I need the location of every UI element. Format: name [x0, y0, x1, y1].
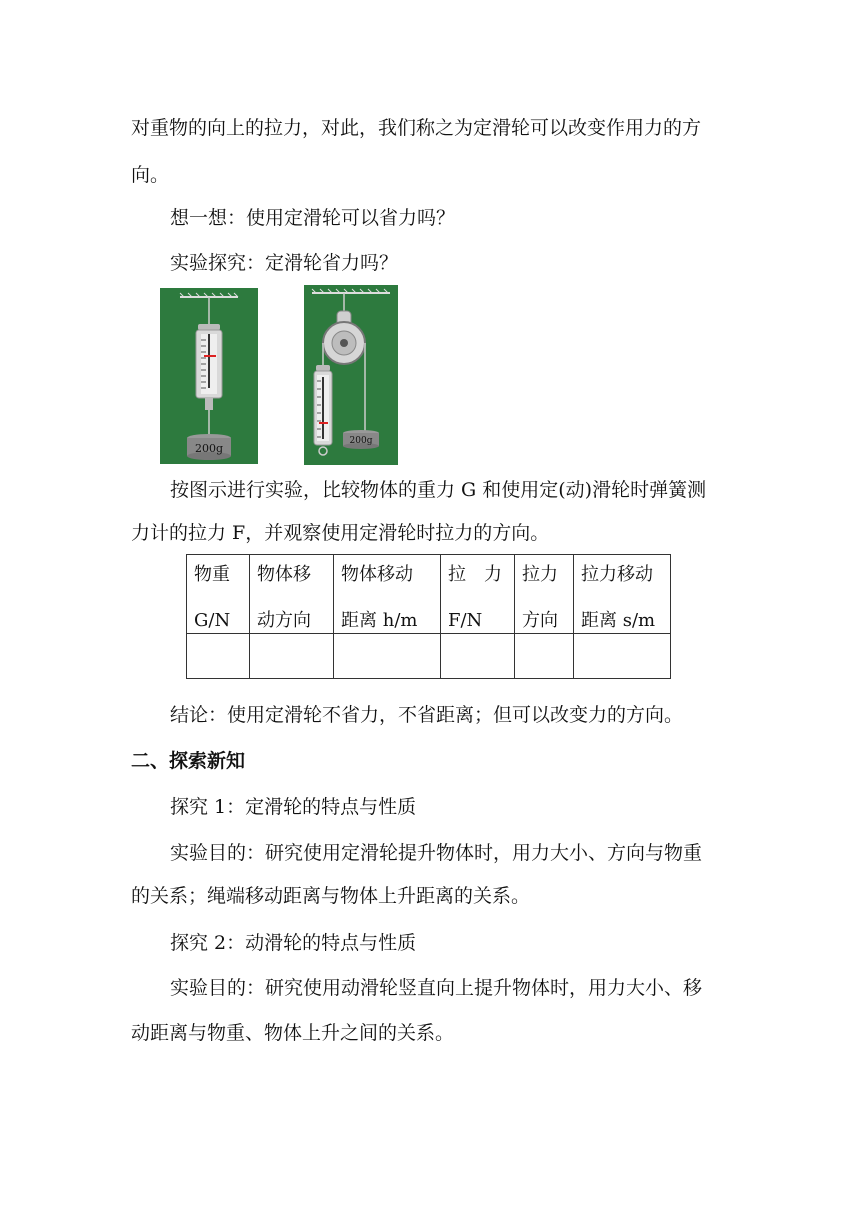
spring-scale-figure	[160, 288, 258, 464]
probe-heading: 探究 2：动滑轮的特点与性质	[170, 932, 417, 954]
probe-heading: 探究 1：定滑轮的特点与性质	[170, 796, 417, 818]
table-header-row	[187, 555, 671, 634]
table-cell	[515, 634, 574, 679]
conclusion-text: 结论：使用定滑轮不省力，不省距离；但可以改变力的方向。	[170, 704, 684, 726]
procedure-line: 按图示进行实验，比较物体的重力 G 和使用定(动)滑轮时弹簧测	[170, 479, 707, 501]
table-header-cell: 拉力移动 距离 s/m	[574, 555, 671, 634]
table-header-cell: 拉 力 F/N	[441, 555, 515, 634]
weight-label: 200g	[194, 442, 224, 455]
experiment-table	[186, 554, 671, 679]
table-row	[187, 634, 671, 679]
aim-line: 动距离与物重、物体上升之间的关系。	[131, 1022, 455, 1044]
aim-line: 实验目的：研究使用动滑轮竖直向上提升物体时，用力大小、移	[170, 977, 703, 999]
think-question: 想一想：使用定滑轮可以省力吗？	[170, 207, 456, 229]
aim-line: 的关系；绳端移动距离与物体上升距离的关系。	[131, 885, 531, 907]
procedure-line: 力计的拉力 F，并观察使用定滑轮时拉力的方向。	[131, 522, 550, 544]
table-header-cell: 物体移 动方向	[250, 555, 334, 634]
table-cell	[574, 634, 671, 679]
section-heading: 二、探索新知	[131, 750, 246, 772]
experiment-heading: 实验探究：定滑轮省力吗？	[170, 252, 399, 274]
table-cell	[187, 634, 250, 679]
table-cell	[250, 634, 334, 679]
aim-line: 实验目的：研究使用定滑轮提升物体时，用力大小、方向与物重	[170, 842, 703, 864]
table-header-cell: 物体移动 距离 h/m	[334, 555, 441, 634]
table-header-cell: 拉力 方向	[515, 555, 574, 634]
paragraph-line: 向。	[131, 164, 170, 186]
table-header-cell: 物重 G/N	[187, 555, 250, 634]
fixed-pulley-illustration	[304, 285, 398, 465]
paragraph-line: 对重物的向上的拉力，对此，我们称之为定滑轮可以改变作用力的方	[131, 117, 702, 139]
weight-label: 200g	[349, 436, 373, 446]
fixed-pulley-figure	[304, 285, 398, 465]
table-cell	[441, 634, 515, 679]
spring-scale-illustration	[160, 288, 258, 464]
table-cell	[334, 634, 441, 679]
